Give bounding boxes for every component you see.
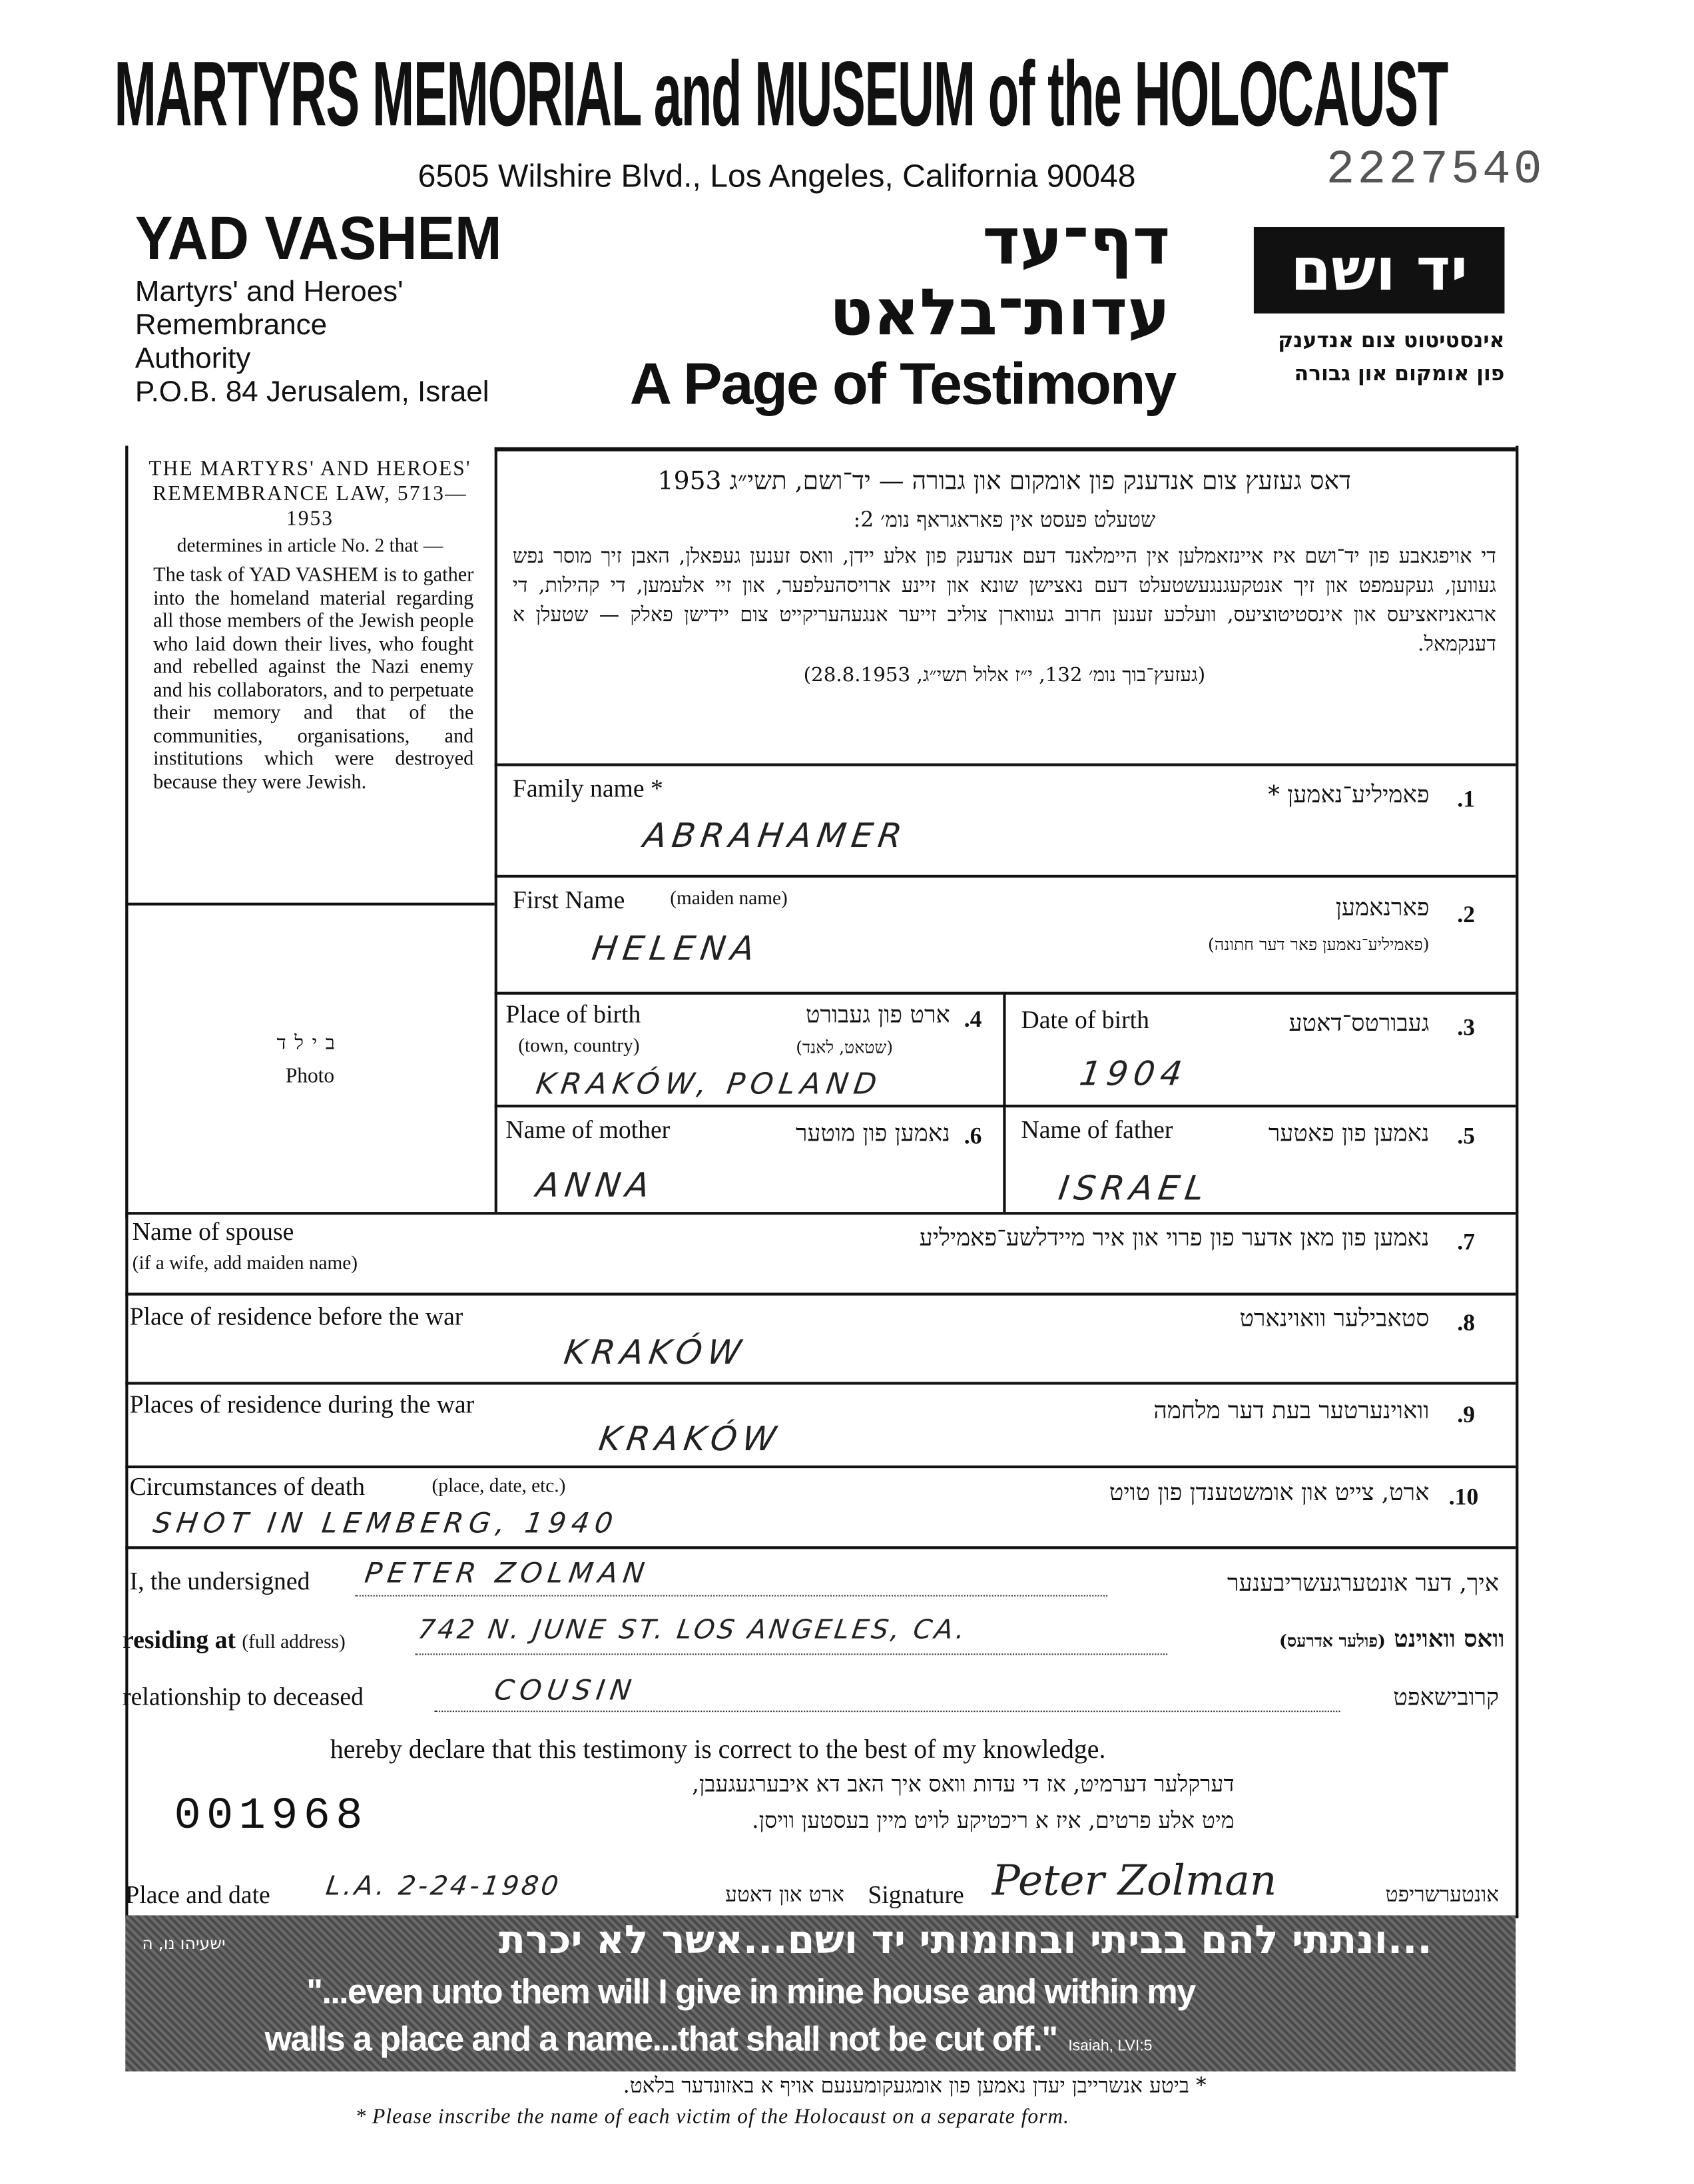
law-hebrew-heading: דאס געזעץ צום אנדענק פון אומקום און גבורה — יד־ושם, תשי״ג 1953 — [657, 466, 1352, 496]
family-name-label: Family name * — [512, 774, 663, 803]
field-number: .1 — [1457, 785, 1476, 812]
address-hebrew-sub: (פולער אדרעס) — [1279, 1631, 1386, 1651]
declaration-text: hereby declare that this testimony is correct to the best of my knowledge. — [330, 1735, 1106, 1765]
spouse-sublabel: (if a wife, add maiden name) — [132, 1253, 358, 1275]
undersigned-value[interactable]: PETER ZOLMAN — [362, 1555, 653, 1590]
residence-before-value[interactable]: KRAKÓW — [561, 1333, 749, 1372]
law-heading: THE MARTYRS' AND HEROES' REMEMBRANCE LAW, 5713—1953 — [148, 458, 471, 531]
father-label: Name of father — [1021, 1115, 1173, 1144]
birthplace-label: Place of birth — [505, 1000, 641, 1028]
address-label-text: residing at — [123, 1625, 236, 1654]
field-number: .5 — [1457, 1123, 1476, 1149]
law-hebrew-panel — [513, 465, 1496, 690]
law-hebrew-sub: שטעלט פעסט אין פאראגראף נומ׳ 2: — [853, 507, 1156, 533]
law-hebrew-ref: (געזעץ־בוך נומ׳ 132, י״ז אלול תשי״ג, 28.8.1953) — [803, 664, 1206, 687]
death-sublabel: (place, date, etc.) — [431, 1476, 566, 1498]
mother-value[interactable]: ANNA — [533, 1166, 658, 1205]
place-date-value[interactable]: L.A. 2-24-1980 — [324, 1870, 563, 1902]
address-hebrew-text: וואס וואוינט — [1394, 1625, 1505, 1654]
field-number: .3 — [1457, 1014, 1476, 1041]
serial-number: 001968 — [174, 1790, 368, 1842]
birthplace-sublabel: (town, country) — [518, 1036, 640, 1057]
family-name-value[interactable]: ABRAHAMER — [641, 816, 910, 856]
banner-english-2: walls a place and a name...that shall not be cut off." — [264, 2020, 1057, 2059]
banner-english-ref: Isaiah, LVI:5 — [1068, 2038, 1153, 2055]
relation-hebrew: קרובישאפט — [1393, 1684, 1500, 1713]
first-name-sublabel: (maiden name) — [670, 888, 788, 910]
quote-banner — [125, 1916, 1516, 2071]
footer-english: * Please inscribe the name of each victim of the Holocaust on a separate form. — [355, 2106, 1070, 2129]
declaration-hebrew-2: מיט אלע פרטים, איז א ריכטיקע לויט מיין בעסטען וויסן. — [752, 1806, 1235, 1834]
first-name-hebrew: פארנאמען — [1335, 894, 1430, 922]
declaration-hebrew-1: דערקלער דערמיט, אז די עדות וואס איך האב דא איבערגעגעבן, — [692, 1771, 1235, 1797]
org-name: YAD VASHEM — [135, 204, 502, 274]
address-value[interactable]: 742 N. JUNE ST. LOS ANGELES, CA. — [416, 1614, 970, 1645]
address-label — [123, 1625, 346, 1655]
field-number: .8 — [1457, 1309, 1476, 1336]
banner-line-2 — [264, 2022, 1152, 2060]
banner-english-1: "...even unto them will I give in mine house and within my — [306, 1972, 1195, 2012]
death-value[interactable]: SHOT IN LEMBERG, 1940 — [150, 1505, 621, 1539]
law-sub: determines in article No. 2 that — — [176, 536, 443, 557]
signature-label: Signature — [868, 1880, 964, 1909]
logo-caption-2: פון אומקום און גבורה — [1294, 360, 1505, 386]
mother-label: Name of mother — [505, 1115, 671, 1144]
signature-value[interactable]: Peter Zolman — [991, 1856, 1277, 1906]
hebrew-title-2: עדות־בלאט — [829, 274, 1171, 350]
museum-title: MARTYRS MEMORIAL and MUSEUM of the HOLOCAUST — [114, 41, 1448, 145]
org-line: Authority — [135, 342, 251, 375]
hebrew-title-1: דף־עד — [982, 203, 1171, 279]
birthdate-label: Date of birth — [1021, 1005, 1149, 1034]
yad-vashem-logo: יד ושם — [1254, 227, 1505, 314]
birthplace-hebrew: ארט פון געבורט — [806, 1001, 950, 1030]
residence-during-value[interactable]: KRAKÓW — [596, 1419, 784, 1459]
field-number: .9 — [1457, 1401, 1476, 1428]
signature-hebrew: אונטערשריפט — [1385, 1882, 1500, 1908]
relation-value[interactable]: COUSIN — [492, 1673, 639, 1707]
place-date-hebrew: ארט און דאטע — [725, 1882, 844, 1908]
field-number: .7 — [1457, 1228, 1476, 1255]
place-date-label: Place and date — [125, 1880, 270, 1909]
org-lines — [135, 276, 489, 410]
logo-caption-1: אינסטיטוט צום אנדענק — [1278, 327, 1505, 353]
residence-before-label: Place of residence before the war — [129, 1302, 463, 1330]
first-name-hebrew-sub: (פאמיליע־נאמען פאר דער חתונה) — [1208, 934, 1430, 955]
law-panel — [139, 457, 481, 794]
relation-label: relationship to deceased — [123, 1683, 364, 1711]
museum-address: 6505 Wilshire Blvd., Los Angeles, California 90048 — [418, 157, 1136, 194]
field-number: .2 — [1457, 901, 1476, 928]
field-number: .4 — [964, 1005, 982, 1033]
death-hebrew: ארט, צייט און אומשטענדן פון טויט — [1109, 1479, 1430, 1507]
org-line: Remembrance — [135, 309, 328, 342]
org-line: P.O.B. 84 Jerusalem, Israel — [135, 376, 489, 408]
footer-hebrew: * ביטע אנשרייבן יעדן נאמען פון אומגעקומענעם אויף א באזונדער בלאט. — [623, 2073, 1207, 2098]
law-hebrew-body: די אויפגאבע פון יד־ושם איז איינזאמלען אין היימלאנד דעם אנדענק פון אלע יידן, וואס זענען געפאלן, האבן זיך מוסר נפש געווען, געקעמפט און זיך אנטקעגנגעשטעלט דעם נאצישן שונא און זיינע ארויסהעלפער, און זיי אלעמען, די קהילות, די ארגאניזאציעס און אינסטיטוציעס, וועלכע זענען חרוב געווארן צוליב זייער אנגעהעריקייט צום יידישן פאלק — שטעלן א דענקמאל. — [512, 546, 1496, 657]
residence-during-hebrew: וואוינערטער בעת דער מלחמה — [1153, 1397, 1430, 1426]
stamp-number: 2227540 — [1326, 144, 1545, 198]
father-value[interactable]: ISRAEL — [1056, 1169, 1213, 1208]
banner-hebrew: ...ונתתי להם בביתי ובחומותי יד ושם...אשר לא יכרת — [498, 1916, 1432, 1963]
residence-during-label: Places of residence during the war — [129, 1390, 475, 1418]
banner-hebrew-ref: ישעיהו נו, ה — [142, 1933, 226, 1954]
spouse-hebrew: נאמען פון מאן אדער פון פרוי און איר מיידלשע־פאמיליע — [919, 1224, 1430, 1252]
death-label: Circumstances of death — [129, 1472, 366, 1501]
birthplace-hebrew-sub: (שטאט, לאנד) — [796, 1037, 894, 1057]
first-name-value[interactable]: HELENA — [589, 929, 762, 969]
birthdate-value[interactable]: 1904 — [1077, 1054, 1190, 1094]
undersigned-hebrew: איך, דער אונטערגעשריבענער — [1227, 1569, 1500, 1598]
address-hebrew — [1279, 1627, 1504, 1655]
org-line: Martyrs' and Heroes' — [135, 276, 404, 308]
address-sublabel: (full address) — [242, 1632, 346, 1654]
mother-hebrew: נאמען פון מוטער — [795, 1120, 950, 1148]
photo-hebrew: בילד — [276, 1033, 344, 1055]
residence-before-hebrew: סטאבילער וואוינארט — [1239, 1305, 1430, 1334]
undersigned-label: I, the undersigned — [129, 1567, 310, 1595]
field-number: .6 — [964, 1123, 982, 1149]
form-title: A Page of Testimony — [629, 351, 1176, 417]
father-hebrew: נאמען פון פאטער — [1268, 1120, 1430, 1148]
photo-label: Photo — [285, 1065, 335, 1088]
law-body: The task of YAD VASHEM is to gather into the homeland material regarding all those members of the Jewish people who laid down their lives, who fought and rebelled against the Nazi enemy and his collaborators, and to perpetuate their memory and that of the communities, organisations, and institutions which were destroyed because they were Jewish. — [153, 564, 474, 794]
birthplace-value[interactable]: KRAKÓW, POLAND — [533, 1067, 884, 1101]
field-number: .10 — [1448, 1484, 1479, 1510]
first-name-label: First Name — [512, 886, 625, 914]
family-name-hebrew: פאמיליע־נאמען * — [1268, 781, 1430, 810]
birthdate-hebrew: געבורטס־דאטע — [1288, 1009, 1430, 1038]
spouse-label: Name of spouse — [132, 1217, 294, 1246]
